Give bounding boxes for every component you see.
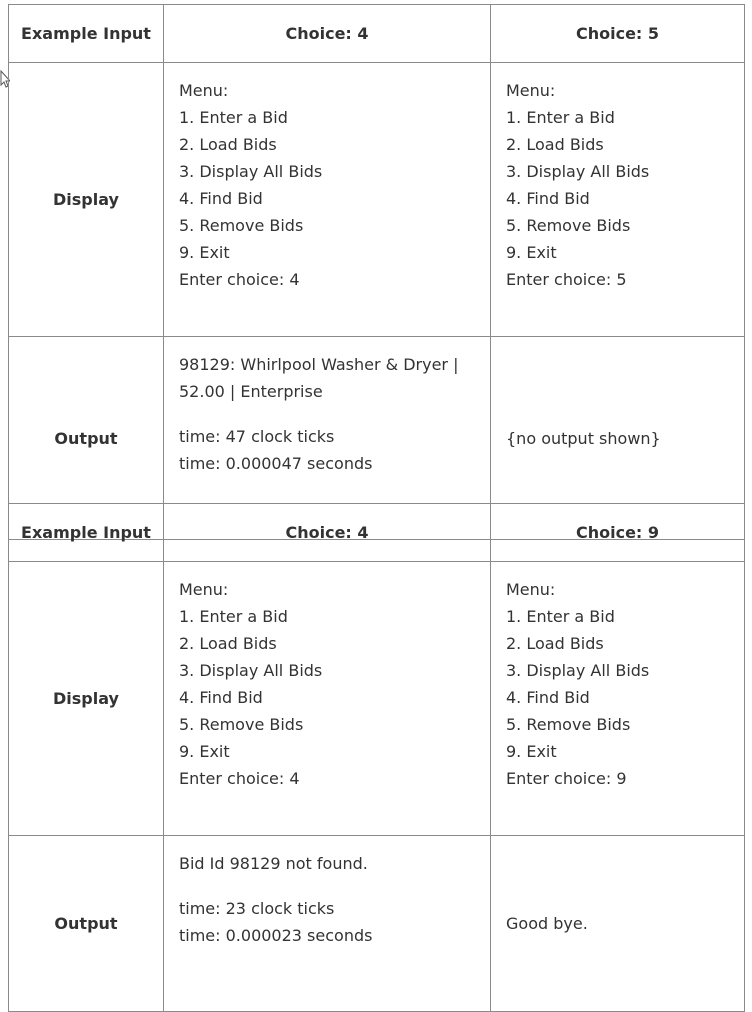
- enter-choice-line: Enter choice: 4: [179, 769, 300, 788]
- header-choice-b: Choice: 9: [491, 504, 745, 562]
- table-row-display: [9, 63, 745, 337]
- enter-choice-line: Enter choice: 5: [506, 270, 627, 289]
- time-seconds-line: time: 0.000047 seconds: [179, 454, 373, 473]
- menu-line: 9. Exit: [179, 742, 230, 761]
- output-line: {no output shown}: [506, 428, 661, 448]
- menu-line: 2. Load Bids: [179, 634, 277, 653]
- menu-line: Menu:: [506, 580, 556, 599]
- header-example-input: Example Input: [9, 5, 164, 63]
- menu-line: Menu:: [179, 580, 229, 599]
- display-cell-b: [491, 562, 745, 836]
- display-cell-b: [491, 63, 745, 337]
- menu-line: 1. Enter a Bid: [179, 607, 288, 626]
- output-cell-b: [491, 836, 745, 1012]
- enter-choice-line: Enter choice: 4: [179, 270, 300, 289]
- row-label-display: Display: [9, 562, 164, 836]
- menu-line: 3. Display All Bids: [179, 162, 323, 181]
- time-seconds-line: time: 0.000023 seconds: [179, 926, 373, 945]
- menu-line: 2. Load Bids: [179, 135, 277, 154]
- menu-line: 4. Find Bid: [179, 189, 263, 208]
- menu-line: 4. Find Bid: [179, 688, 263, 707]
- row-label-output: Output: [9, 836, 164, 1012]
- output-line: 52.00 | Enterprise: [179, 382, 323, 401]
- enter-choice-line: Enter choice: 9: [506, 769, 627, 788]
- menu-line: 5. Remove Bids: [179, 715, 304, 734]
- row-label-display: Display: [9, 63, 164, 337]
- header-example-input: Example Input: [9, 504, 164, 562]
- menu-line: 9. Exit: [506, 243, 557, 262]
- display-cell-a: [164, 562, 491, 836]
- menu-line: 2. Load Bids: [506, 634, 604, 653]
- time-ticks-line: time: 23 clock ticks: [179, 899, 335, 918]
- output-line: 98129: Whirlpool Washer & Dryer |: [179, 355, 459, 374]
- menu-line: 1. Enter a Bid: [179, 108, 288, 127]
- example-table-2: [8, 503, 745, 1012]
- example-table-1: [8, 4, 745, 540]
- output-line: Good bye.: [506, 914, 588, 933]
- table-header-row: [9, 504, 745, 562]
- table-row-output: [9, 836, 745, 1012]
- table-row-display: [9, 562, 745, 836]
- menu-line: 5. Remove Bids: [506, 715, 631, 734]
- menu-line: 4. Find Bid: [506, 189, 590, 208]
- menu-line: 1. Enter a Bid: [506, 108, 615, 127]
- menu-line: 4. Find Bid: [506, 688, 590, 707]
- menu-line: 5. Remove Bids: [179, 216, 304, 235]
- table-header-row: [9, 5, 745, 63]
- menu-line: 9. Exit: [506, 742, 557, 761]
- output-line: Bid Id 98129 not found.: [179, 854, 368, 873]
- menu-line: 3. Display All Bids: [179, 661, 323, 680]
- menu-line: 5. Remove Bids: [506, 216, 631, 235]
- row-label-output: Output: [9, 337, 164, 540]
- menu-line: 9. Exit: [179, 243, 230, 262]
- display-cell-a: [164, 63, 491, 337]
- header-choice-b: Choice: 5: [491, 5, 745, 63]
- output-cell-a: [164, 836, 491, 1012]
- menu-line: Menu:: [506, 81, 556, 100]
- time-ticks-line: time: 47 clock ticks: [179, 427, 335, 446]
- header-choice-a: Choice: 4: [164, 5, 491, 63]
- menu-line: 3. Display All Bids: [506, 661, 650, 680]
- menu-line: 3. Display All Bids: [506, 162, 650, 181]
- header-choice-a: Choice: 4: [164, 504, 491, 562]
- menu-line: 2. Load Bids: [506, 135, 604, 154]
- menu-line: Menu:: [179, 81, 229, 100]
- menu-line: 1. Enter a Bid: [506, 607, 615, 626]
